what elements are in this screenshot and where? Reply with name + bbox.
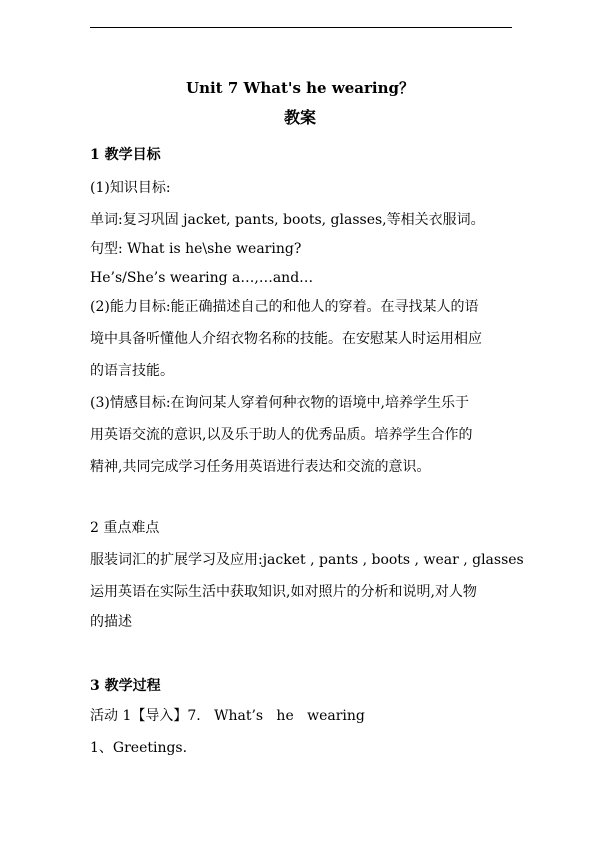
activity-1-line: 活动 1【导入】7. What’s he wearing [90,708,365,724]
section-3-heading: 3 教学过程 [90,678,161,694]
knowledge-goal-label: (1)知识目标: [90,180,171,196]
sentence-pattern-example: He’s/She’s wearing a…,…and… [90,270,314,286]
ability-goal-line-2: 境中具备听懂他人介绍衣物名称的技能。在安慰某人时运用相应 [90,331,482,347]
greetings-step: 1、Greetings. [90,740,188,756]
emotion-goal-line-1: (3)情感目标:在询问某人穿着何种衣物的语境中,培养学生乐于 [90,395,469,411]
key-points-line-1: 服装词汇的扩展学习及应用:jacket , pants , boots , wear , glasses [90,552,524,568]
key-points-line-2: 运用英语在实际生活中获取知识,如对照片的分析和说明,对人物 [90,584,477,600]
document-title: Unit 7 What's he wearing？ [186,79,414,97]
document-subtitle: 教案 [283,108,316,127]
ability-goal-line-3: 的语言技能。 [90,363,174,379]
vocabulary-line: 单词:复习巩固 jacket, pants, boots, glasses,等相关衣服词。 [90,212,485,228]
key-points-line-3: 的描述 [90,614,132,630]
section-2-heading: 2 重点难点 [90,520,160,536]
header-rule [90,27,512,28]
emotion-goal-line-3: 精神,共同完成学习任务用英语进行表达和交流的意识。 [90,459,431,475]
sentence-pattern-line: 句型: What is he\she wearing? [90,241,302,257]
ability-goal-line-1: (2)能力目标:能正确描述自己的和他人的穿着。在寻找某人的语 [90,299,479,315]
emotion-goal-line-2: 用英语交流的意识,以及乐于助人的优秀品质。培养学生合作的 [90,427,473,443]
section-1-heading: 1 教学目标 [90,147,161,163]
